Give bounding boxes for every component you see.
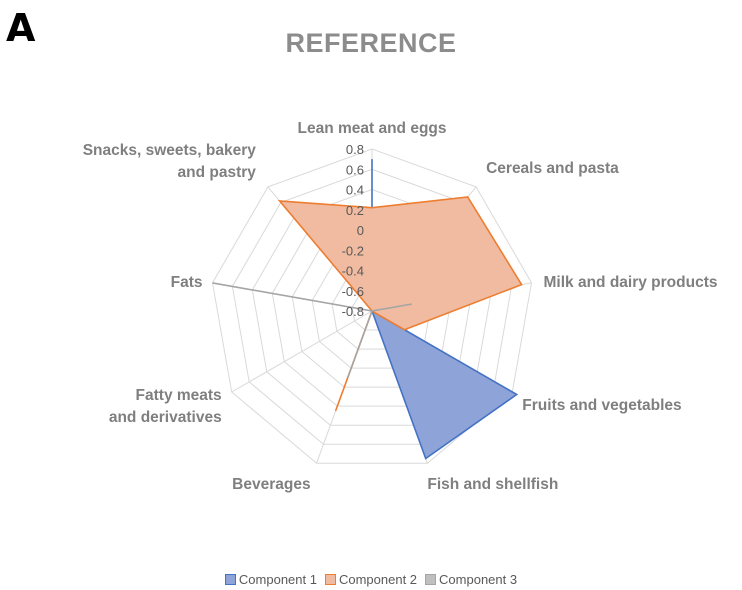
radial-tick-label: 0.2 [345, 202, 364, 218]
chart-legend [0, 572, 742, 587]
category-label: Fatty meats and derivatives [108, 387, 222, 426]
legend-swatch [425, 574, 436, 585]
legend-label: Component 1 [238, 572, 317, 587]
category-label: Snacks, sweets, bakery and pastry [82, 141, 256, 181]
category-label: Milk and dairy products [543, 273, 718, 291]
category-label: Fish and shellfish [427, 476, 559, 494]
chart-title: REFERENCE [285, 28, 457, 58]
legend-label: Component 3 [439, 572, 518, 587]
legend-item-component-1 [225, 572, 317, 587]
legend-swatch [225, 574, 236, 585]
category-label: Fats [170, 273, 203, 291]
radial-tick-label: -0.4 [341, 263, 364, 279]
category-label: Beverages [232, 476, 311, 494]
legend-item-component-2 [325, 572, 417, 587]
grid-spoke [232, 311, 372, 392]
legend-item-component-3 [425, 572, 517, 587]
radial-tick-label: -0.6 [341, 283, 364, 299]
category-label: Fruits and vegetables [522, 397, 682, 414]
legend-label: Component 2 [338, 572, 418, 587]
panel-letter: A [6, 6, 36, 50]
legend-swatch [325, 574, 336, 585]
radial-tick-label: 0.8 [345, 142, 364, 157]
radial-tick-label: 0.4 [345, 182, 364, 198]
radial-tick-label: 0 [356, 223, 364, 238]
radial-tick-label: 0.6 [345, 162, 364, 178]
category-label: Lean meat and eggs [297, 120, 447, 137]
radial-tick-label: -0.8 [341, 304, 364, 319]
radial-tick-label: -0.2 [341, 243, 364, 259]
category-label: Cereals and pasta [486, 159, 619, 177]
